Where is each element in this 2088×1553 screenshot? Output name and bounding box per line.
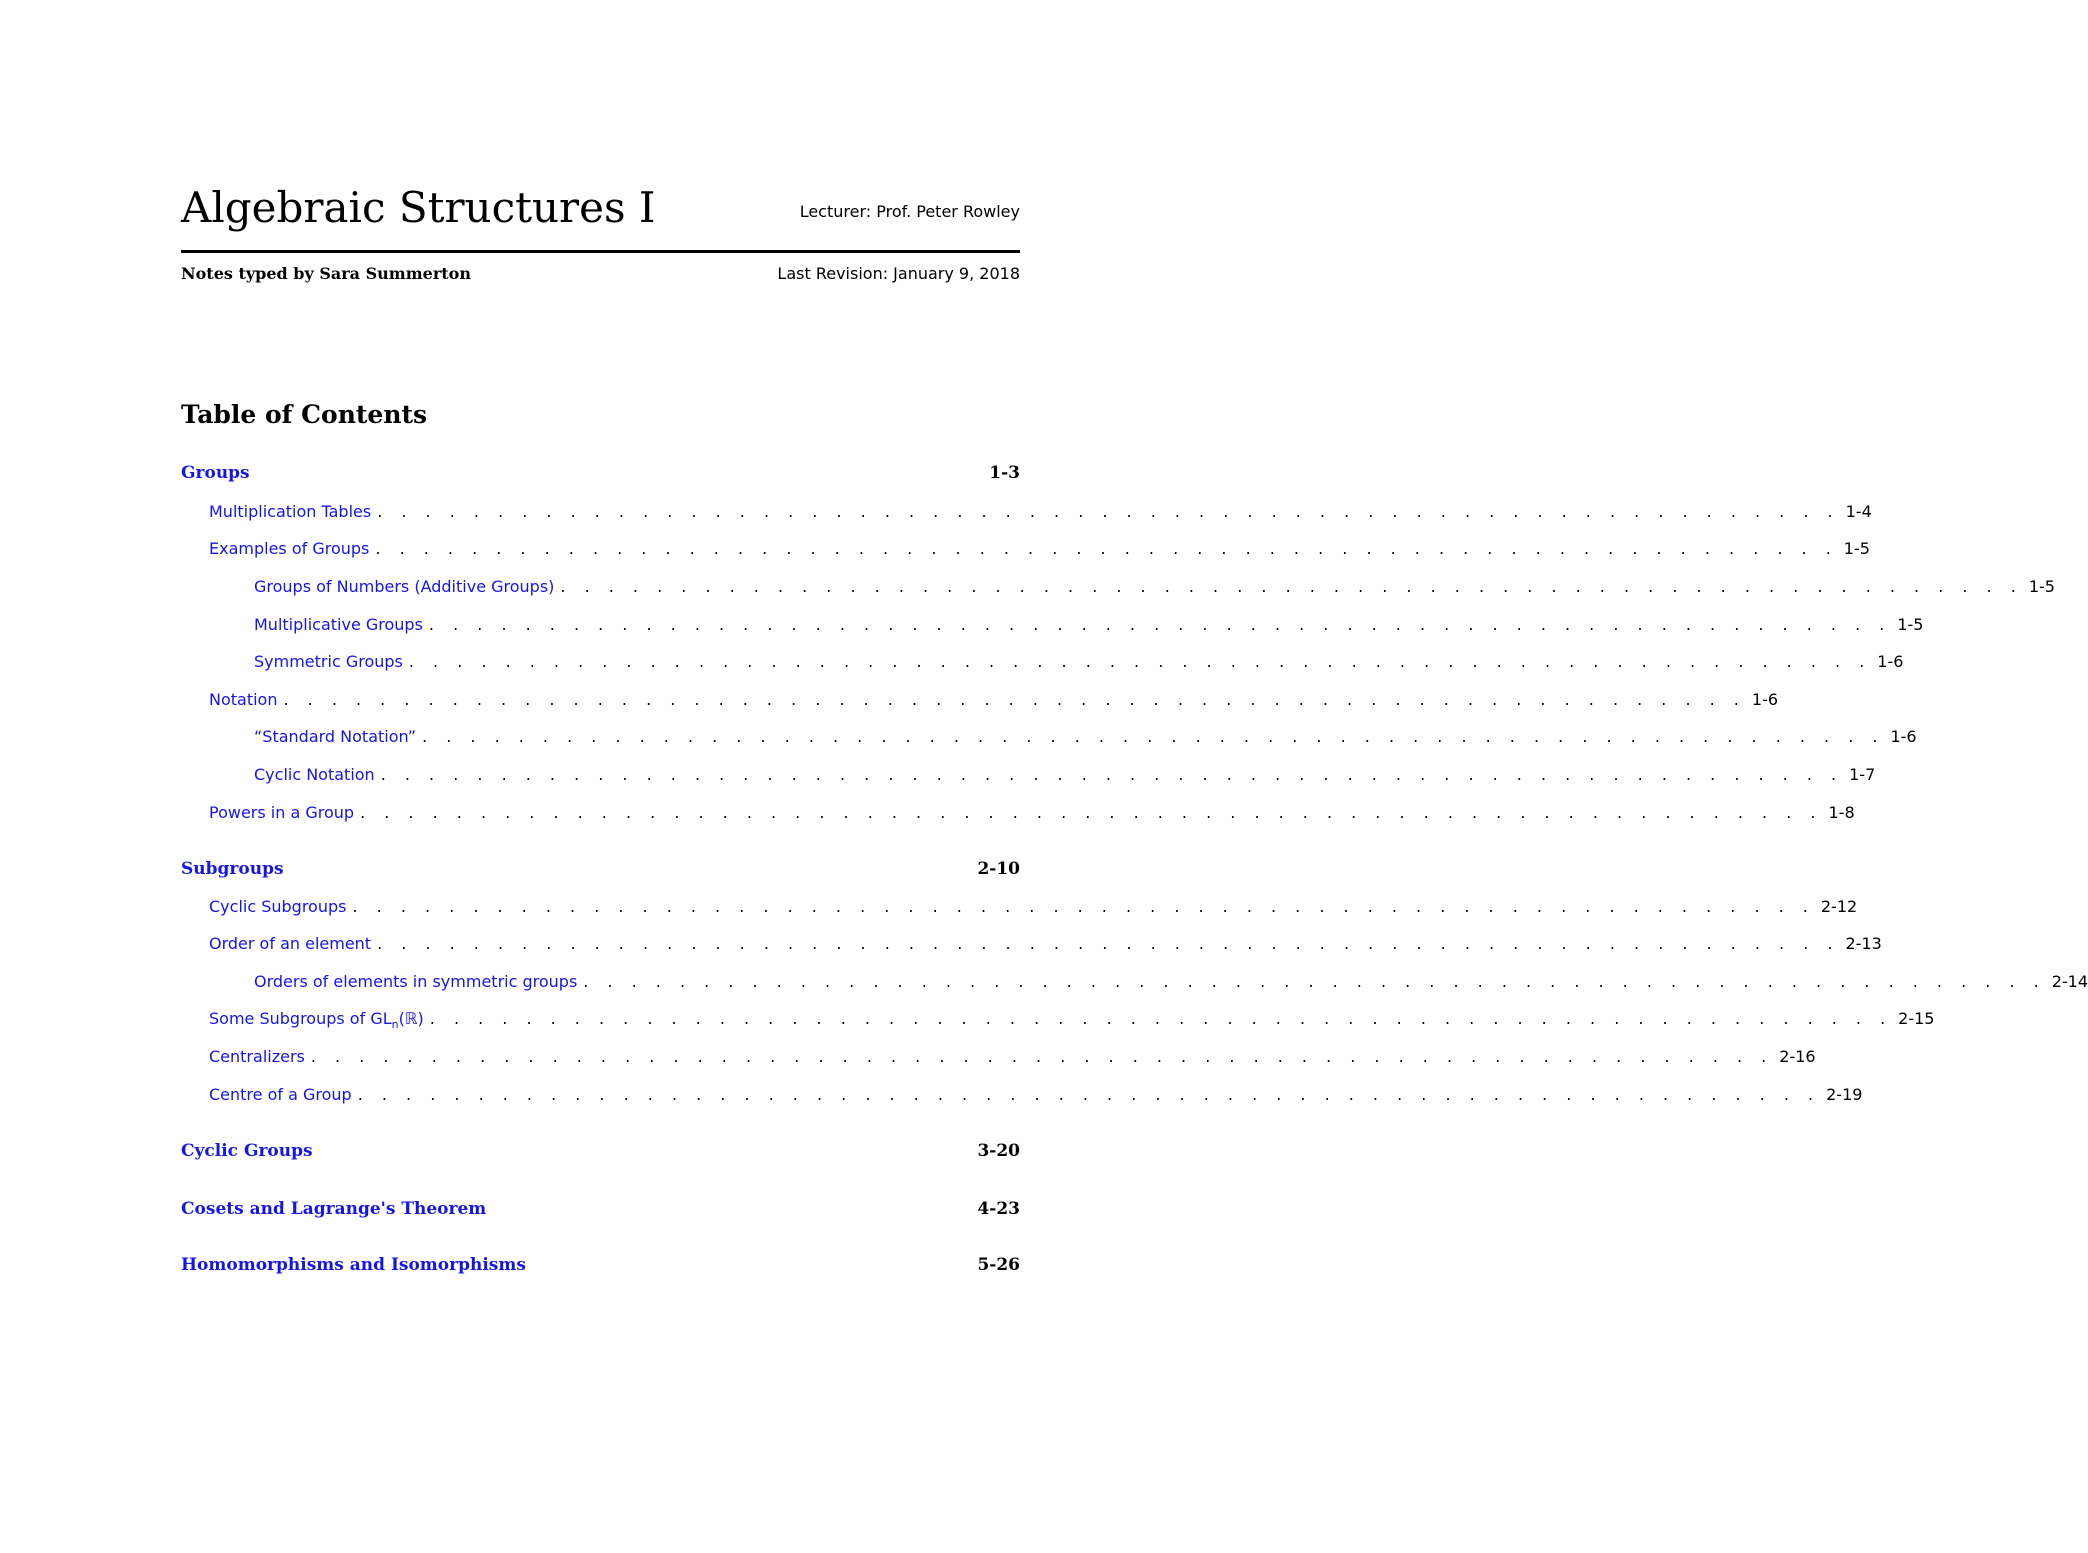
- toc-entry-label: Groups of Numbers (Additive Groups): [254, 577, 555, 596]
- toc-entry-page: 2-14: [2051, 972, 2088, 991]
- dot-leader: . . . . . . . . . . . . . . . . . . . . . . . . . . . . . . . . . . . . . . . . . . . . . . . . . . . . . . . . . . . . .: [377, 502, 1840, 521]
- toc-entry-label: Orders of elements in symmetric groups: [254, 972, 578, 991]
- document-title: Algebraic Structures I: [181, 183, 656, 232]
- dot-leader: . . . . . . . . . . . . . . . . . . . . . . . . . . . . . . . . . . . . . . . . . . . . . . . . . . . . . . . . . . . . .: [422, 727, 1885, 746]
- toc-entry-label: Groups: [181, 463, 250, 483]
- toc-entry-label: Order of an element: [209, 934, 372, 953]
- toc-entry-label-tail: (ℝ): [398, 1009, 424, 1028]
- last-revision: Last Revision: January 9, 2018: [777, 264, 1020, 283]
- toc-entry-orders-of-elements-symmetric[interactable]: [181, 972, 2088, 998]
- toc-entry-label-subscript: n: [391, 1018, 399, 1032]
- toc-entry-label: Homomorphisms and Isomorphisms: [181, 1255, 526, 1275]
- toc-entry-subgroups[interactable]: [181, 859, 1020, 885]
- subtitle-row: [181, 264, 1020, 288]
- toc-entry-page: 1-5: [2028, 577, 2055, 596]
- header-rule: [181, 250, 1020, 253]
- toc-entry-cyclic-subgroups[interactable]: [181, 897, 1858, 923]
- toc-entry-notation[interactable]: [181, 690, 1779, 716]
- toc-entry-page: 2-13: [1845, 934, 1882, 953]
- toc-entry-label: [209, 1009, 424, 1031]
- toc-entry-label: Centralizers: [209, 1047, 305, 1066]
- toc-entry-label: Notation: [209, 690, 278, 709]
- dot-leader: . . . . . . . . . . . . . . . . . . . . . . . . . . . . . . . . . . . . . . . . . . . . . . . . . . . . . . . . . . . . .: [560, 577, 2023, 596]
- dot-leader: . . . . . . . . . . . . . . . . . . . . . . . . . . . . . . . . . . . . . . . . . . . . . . . . . . . . . . . . . . . . .: [583, 972, 2046, 991]
- dot-leader: . . . . . . . . . . . . . . . . . . . . . . . . . . . . . . . . . . . . . . . . . . . . . . . . . . . . . . . . . . . . .: [428, 615, 1892, 634]
- toc-entry-label: Cyclic Groups: [181, 1141, 313, 1161]
- dot-leader: . . . . . . . . . . . . . . . . . . . . . . . . . . . . . . . . . . . . . . . . . . . . . . . . . . . . . . . . . . . . .: [357, 1085, 1821, 1104]
- toc-entry-page: 1-7: [1849, 765, 1876, 784]
- toc-entry-cyclic-groups[interactable]: [181, 1141, 1020, 1167]
- toc-heading: Table of Contents: [181, 400, 428, 429]
- toc-entry-label: Cyclic Subgroups: [209, 897, 347, 916]
- dot-leader: . . . . . . . . . . . . . . . . . . . . . . . . . . . . . . . . . . . . . . . . . . . . . . . . . . . . . . . . . . . . .: [429, 1009, 1893, 1028]
- toc-entry-groups-of-numbers[interactable]: [181, 577, 2055, 603]
- toc-entry-cosets-lagrange[interactable]: [181, 1199, 1020, 1225]
- toc-entry-label: Cyclic Notation: [254, 765, 375, 784]
- typed-by: Notes typed by Sara Summerton: [181, 264, 471, 283]
- toc-entry-page: 1-4: [1845, 502, 1872, 521]
- toc-entry-page: 1-5: [1843, 539, 1870, 558]
- toc-entry-page: 2-10: [977, 859, 1020, 879]
- toc-entry-page: 1-5: [1897, 615, 1924, 634]
- toc-entry-label: Multiplication Tables: [209, 502, 372, 521]
- dot-leader: . . . . . . . . . . . . . . . . . . . . . . . . . . . . . . . . . . . . . . . . . . . . . . . . . . . . . . . . . . . . .: [283, 690, 1746, 709]
- dot-leader: . . . . . . . . . . . . . . . . . . . . . . . . . . . . . . . . . . . . . . . . . . . . . . . . . . . . . . . . . . . . .: [352, 897, 1815, 916]
- toc-entry-multiplication-tables[interactable]: [181, 502, 1872, 528]
- toc-entry-page: 1-8: [1828, 803, 1855, 822]
- toc-entry-page: 4-23: [977, 1199, 1020, 1219]
- toc-entry-page: 1-6: [1751, 690, 1779, 709]
- toc-entry-page: 1-6: [1890, 727, 1917, 746]
- toc-entry-standard-notation[interactable]: [181, 727, 1917, 753]
- toc-entry-label: Examples of Groups: [209, 539, 370, 558]
- toc-entry-page: 2-19: [1826, 1085, 1863, 1104]
- document-header: [181, 182, 1020, 283]
- toc-entry-some-subgroups-of-gln[interactable]: [181, 1009, 1935, 1035]
- toc-entry-page: 3-20: [977, 1141, 1020, 1161]
- dot-leader: . . . . . . . . . . . . . . . . . . . . . . . . . . . . . . . . . . . . . . . . . . . . . . . . . . . . . . . . . . . . .: [375, 539, 1838, 558]
- toc-entry-examples-of-groups[interactable]: [181, 539, 1870, 565]
- toc-entry-label: Subgroups: [181, 859, 284, 879]
- lecturer: Lecturer: Prof. Peter Rowley: [799, 202, 1020, 221]
- toc-entry-centre-of-a-group[interactable]: [181, 1085, 1863, 1111]
- toc-entry-label: “Standard Notation”: [254, 727, 417, 746]
- toc-entry-page: 1-3: [989, 463, 1020, 483]
- toc-entry-label-main: Some Subgroups of GL: [209, 1009, 392, 1028]
- dot-leader: . . . . . . . . . . . . . . . . . . . . . . . . . . . . . . . . . . . . . . . . . . . . . . . . . . . . . . . . . . . . .: [310, 1047, 1774, 1066]
- toc-entry-page: 1-6: [1877, 652, 1904, 671]
- dot-leader: . . . . . . . . . . . . . . . . . . . . . . . . . . . . . . . . . . . . . . . . . . . . . . . . . . . . . . . . . . . . .: [408, 652, 1872, 671]
- toc-entry-page: 2-12: [1820, 897, 1858, 916]
- toc-entry-homomorphisms[interactable]: [181, 1255, 1020, 1281]
- toc-entry-page: 2-16: [1779, 1047, 1816, 1066]
- dot-leader: . . . . . . . . . . . . . . . . . . . . . . . . . . . . . . . . . . . . . . . . . . . . . . . . . . . . . . . . . . . . .: [377, 934, 1840, 953]
- toc-entry-page: 2-15: [1898, 1009, 1935, 1028]
- toc-entry-label: Multiplicative Groups: [254, 615, 423, 634]
- dot-leader: . . . . . . . . . . . . . . . . . . . . . . . . . . . . . . . . . . . . . . . . . . . . . . . . . . . . . . . . . . . . .: [380, 765, 1844, 784]
- toc-entry-multiplicative-groups[interactable]: [181, 615, 1924, 641]
- toc-entry-label: Symmetric Groups: [254, 652, 403, 671]
- toc-entry-label: Powers in a Group: [209, 803, 355, 822]
- dot-leader: . . . . . . . . . . . . . . . . . . . . . . . . . . . . . . . . . . . . . . . . . . . . . . . . . . . . . . . . . . . . .: [360, 803, 1823, 822]
- toc-entry-cyclic-notation[interactable]: [181, 765, 1876, 791]
- title-row: [181, 182, 1020, 250]
- toc-entry-page: 5-26: [977, 1255, 1020, 1275]
- toc-entry-groups[interactable]: [181, 463, 1020, 489]
- toc-entry-order-of-an-element[interactable]: [181, 934, 1882, 960]
- toc-entry-symmetric-groups[interactable]: [181, 652, 1904, 678]
- toc-entry-label: Centre of a Group: [209, 1085, 352, 1104]
- toc-entry-powers-in-a-group[interactable]: [181, 803, 1855, 829]
- toc-entry-centralizers[interactable]: [181, 1047, 1816, 1073]
- toc-entry-label: Cosets and Lagrange's Theorem: [181, 1199, 487, 1219]
